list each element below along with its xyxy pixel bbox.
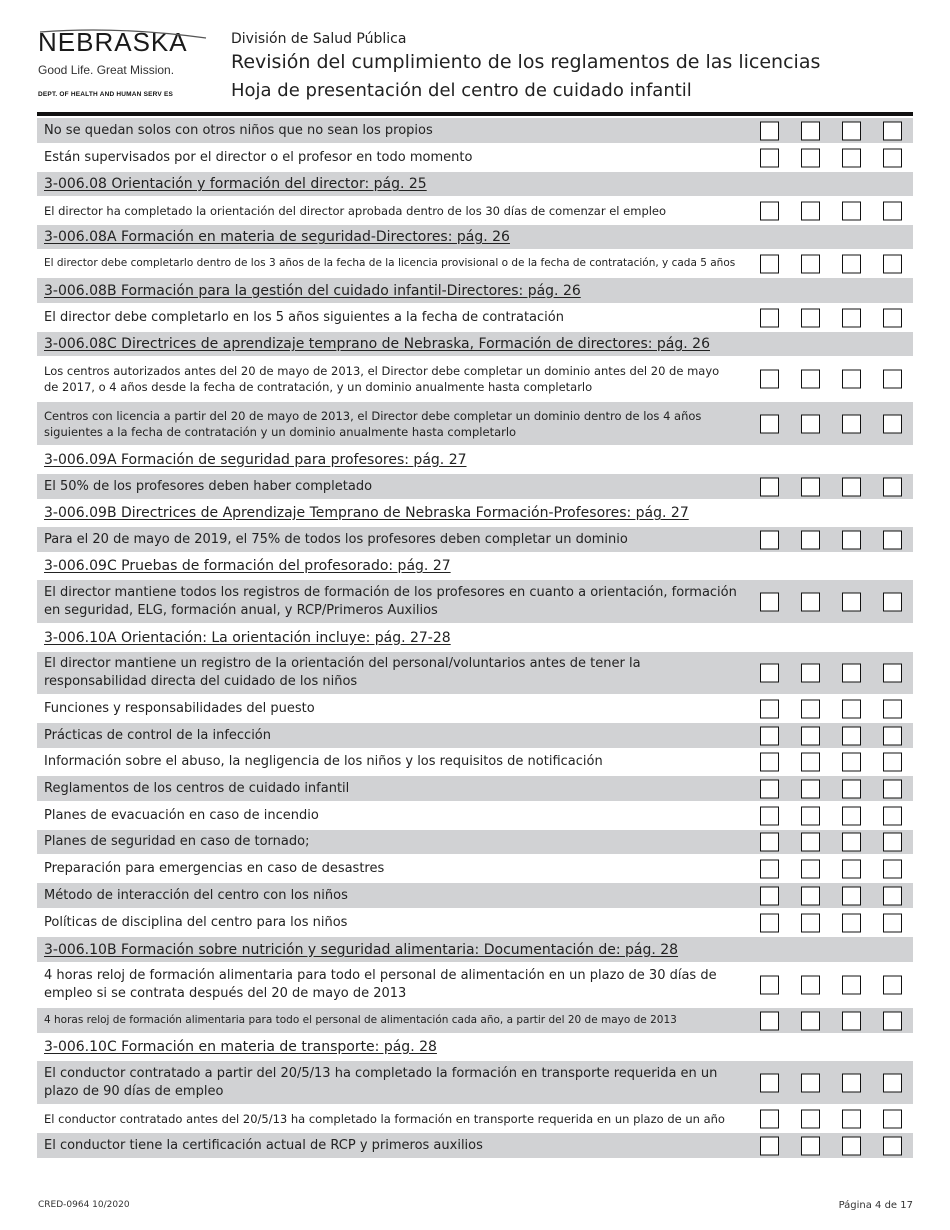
section-header-row <box>37 554 913 580</box>
checkbox-4[interactable] <box>883 254 902 273</box>
checklist-row <box>37 803 913 830</box>
checkbox-3[interactable] <box>842 699 861 718</box>
checkbox-2[interactable] <box>801 530 820 549</box>
checkbox-1[interactable] <box>760 806 779 825</box>
section-title: 3-006.10C Formación en materia de transporte: pág. 28 <box>44 1039 437 1055</box>
logo-dept: DEPT. OF HEALTH AND HUMAN SERV ES <box>38 91 174 98</box>
checkbox-1[interactable] <box>760 726 779 745</box>
checkbox-3[interactable] <box>842 201 861 220</box>
checkbox-group <box>760 699 902 718</box>
checkbox-1[interactable] <box>760 886 779 905</box>
checkbox-4[interactable] <box>883 806 902 825</box>
section-title: 3-006.10A Orientación: La orientación incluye: pág. 27-28 <box>44 629 451 646</box>
checkbox-4[interactable] <box>883 477 902 496</box>
checkbox-2[interactable] <box>801 308 820 327</box>
section-title: 3-006.09A Formación de seguridad para profesores: pág. 27 <box>44 451 467 468</box>
checkbox-1[interactable] <box>760 148 779 167</box>
checkbox-2[interactable] <box>801 664 820 683</box>
checkbox-2[interactable] <box>801 726 820 745</box>
checkbox-2[interactable] <box>801 833 820 852</box>
checkbox-4[interactable] <box>883 886 902 905</box>
checklist-row <box>37 750 913 776</box>
item-label: El conductor contratado a partir del 20/5/13 ha completado la formación en transporte requerida en un plazo de 90 días de empleo <box>44 1065 718 1099</box>
checklist-row <box>37 118 913 145</box>
division-name: División de Salud Pública <box>231 31 407 47</box>
checkbox-group <box>760 592 902 611</box>
checkbox-2[interactable] <box>801 806 820 825</box>
section-header-row <box>37 447 913 474</box>
checkbox-4[interactable] <box>883 779 902 798</box>
checkbox-3[interactable] <box>842 477 861 496</box>
checkbox-3[interactable] <box>842 913 861 932</box>
checkbox-2[interactable] <box>801 414 820 433</box>
item-label: Método de interacción del centro con los niños <box>44 887 348 903</box>
checkbox-group <box>760 254 902 273</box>
checkbox-group <box>760 414 902 433</box>
item-label: Planes de seguridad en caso de tornado; <box>44 834 310 849</box>
checklist-row <box>37 580 913 625</box>
item-label: Para el 20 de mayo de 2019, el 75% de todos los profesores deben completar un dominio <box>44 531 628 547</box>
checkbox-2[interactable] <box>801 913 820 932</box>
checkbox-3[interactable] <box>842 886 861 905</box>
checkbox-3[interactable] <box>842 121 861 140</box>
checkbox-1[interactable] <box>760 1073 779 1092</box>
checklist-table <box>37 118 913 1160</box>
checklist-row <box>37 1061 913 1106</box>
item-label: Políticas de disciplina del centro para los niños <box>44 914 348 930</box>
checkbox-4[interactable] <box>883 1109 902 1128</box>
checkbox-group <box>760 913 902 932</box>
checkbox-3[interactable] <box>842 254 861 273</box>
section-header-row <box>37 1035 913 1061</box>
section-title: 3-006.08C Directrices de aprendizaje temprano de Nebraska, Formación de directores: pág. 26 <box>44 336 710 352</box>
checkbox-1[interactable] <box>760 753 779 772</box>
checkbox-3[interactable] <box>842 664 861 683</box>
checkbox-2[interactable] <box>801 1011 820 1030</box>
checkbox-3[interactable] <box>842 976 861 995</box>
checklist-row <box>37 358 913 402</box>
checkbox-group <box>760 370 902 389</box>
checkbox-1[interactable] <box>760 699 779 718</box>
checkbox-1[interactable] <box>760 477 779 496</box>
section-title: 3-006.09C Pruebas de formación del profesorado: pág. 27 <box>44 558 451 574</box>
checkbox-4[interactable] <box>883 592 902 611</box>
checkbox-4[interactable] <box>883 976 902 995</box>
page-header <box>0 0 950 116</box>
checkbox-group <box>760 530 902 549</box>
checkbox-1[interactable] <box>760 121 779 140</box>
item-label: Preparación para emergencias en caso de desastres <box>44 860 385 876</box>
checkbox-group <box>760 753 902 772</box>
checkbox-4[interactable] <box>883 1073 902 1092</box>
checkbox-3[interactable] <box>842 753 861 772</box>
checkbox-3[interactable] <box>842 1136 861 1155</box>
item-label: No se quedan solos con otros niños que no sean los propios <box>44 122 433 138</box>
checkbox-group <box>760 976 902 995</box>
section-title: 3-006.08 Orientación y formación del director: pág. 25 <box>44 176 427 192</box>
checkbox-1[interactable] <box>760 1136 779 1155</box>
checkbox-2[interactable] <box>801 753 820 772</box>
checkbox-1[interactable] <box>760 530 779 549</box>
checkbox-4[interactable] <box>883 833 902 852</box>
checkbox-2[interactable] <box>801 1109 820 1128</box>
checkbox-2[interactable] <box>801 886 820 905</box>
checkbox-group <box>760 1136 902 1155</box>
item-label: El director debe completarlo en los 5 años siguientes a la fecha de contratación <box>44 309 564 325</box>
checkbox-1[interactable] <box>760 976 779 995</box>
checkbox-3[interactable] <box>842 779 861 798</box>
section-title: 3-006.10B Formación sobre nutrición y seguridad alimentaria: Documentación de: pág. 28 <box>44 941 679 958</box>
checkbox-1[interactable] <box>760 414 779 433</box>
checkbox-1[interactable] <box>760 201 779 220</box>
checkbox-1[interactable] <box>760 664 779 683</box>
checkbox-2[interactable] <box>801 1073 820 1092</box>
checkbox-2[interactable] <box>801 370 820 389</box>
checkbox-3[interactable] <box>842 530 861 549</box>
checkbox-group <box>760 1073 902 1092</box>
checkbox-3[interactable] <box>842 414 861 433</box>
checkbox-4[interactable] <box>883 699 902 718</box>
checkbox-2[interactable] <box>801 477 820 496</box>
item-label: El conductor tiene la certificación actual de RCP y primeros auxilios <box>44 1137 483 1153</box>
checkbox-3[interactable] <box>842 308 861 327</box>
checkbox-group <box>760 886 902 905</box>
item-label: 4 horas reloj de formación alimentaria para todo el personal de alimentación cada año, a partir del 20 de mayo de 2013 <box>44 1014 677 1026</box>
checkbox-3[interactable] <box>842 1011 861 1030</box>
checkbox-4[interactable] <box>883 664 902 683</box>
checkbox-4[interactable] <box>883 414 902 433</box>
checkbox-2[interactable] <box>801 254 820 273</box>
checkbox-4[interactable] <box>883 201 902 220</box>
checkbox-4[interactable] <box>883 753 902 772</box>
checkbox-4[interactable] <box>883 1011 902 1030</box>
section-title: 3-006.08A Formación en materia de seguridad-Directores: pág. 26 <box>44 229 510 245</box>
section-header-row <box>37 332 913 358</box>
checkbox-3[interactable] <box>842 859 861 878</box>
checkbox-group <box>760 726 902 745</box>
checkbox-group <box>760 308 902 327</box>
checkbox-3[interactable] <box>842 806 861 825</box>
checkbox-1[interactable] <box>760 1011 779 1030</box>
checklist-row <box>37 198 913 225</box>
checklist-row <box>37 305 913 332</box>
checklist-row <box>37 723 913 750</box>
checklist-row <box>37 776 913 803</box>
item-label: Funciones y responsabilidades del puesto <box>44 700 315 716</box>
section-header-row <box>37 501 913 527</box>
checklist-row <box>37 1106 913 1133</box>
checkbox-2[interactable] <box>801 1136 820 1155</box>
checkbox-2[interactable] <box>801 699 820 718</box>
checklist-row <box>37 251 913 278</box>
nebraska-logo <box>38 28 218 98</box>
checkbox-group <box>760 833 902 852</box>
logo-swoosh-icon <box>38 28 208 58</box>
checkbox-4[interactable] <box>883 913 902 932</box>
checklist-row <box>37 402 913 447</box>
checkbox-4[interactable] <box>883 859 902 878</box>
item-label: El director debe completarlo dentro de los 3 años de la fecha de la licencia provisional o de la fecha de contratación, y cada 5 años <box>44 257 736 269</box>
checklist-row <box>37 652 913 696</box>
checklist-row <box>37 474 913 501</box>
checkbox-2[interactable] <box>801 859 820 878</box>
checkbox-1[interactable] <box>760 308 779 327</box>
checklist-row <box>37 830 913 856</box>
checkbox-group <box>760 477 902 496</box>
checkbox-group <box>760 1011 902 1030</box>
checkbox-2[interactable] <box>801 121 820 140</box>
checklist-row <box>37 883 913 910</box>
header-titles <box>231 29 820 104</box>
section-header-row <box>37 172 913 198</box>
section-header-row <box>37 225 913 251</box>
item-label: 4 horas reloj de formación alimentaria para todo el personal de alimentación en un plazo de 30 días de empleo si se contrata después del 20 de mayo de 2013 <box>44 968 717 1001</box>
checkbox-2[interactable] <box>801 201 820 220</box>
page-number: Página 4 de 17 <box>838 1200 913 1211</box>
checkbox-3[interactable] <box>842 833 861 852</box>
checkbox-1[interactable] <box>760 1109 779 1128</box>
checkbox-4[interactable] <box>883 370 902 389</box>
checkbox-1[interactable] <box>760 779 779 798</box>
item-label: El director mantiene un registro de la orientación del personal/voluntarios antes de tener la responsabilidad directa del cuidado de los niños <box>44 656 641 689</box>
checkbox-3[interactable] <box>842 148 861 167</box>
checkbox-1[interactable] <box>760 833 779 852</box>
item-label: Prácticas de control de la infección <box>44 727 271 743</box>
checkbox-group <box>760 806 902 825</box>
checkbox-4[interactable] <box>883 530 902 549</box>
checkbox-group <box>760 201 902 220</box>
checklist-row <box>37 856 913 883</box>
form-subtitle: Hoja de presentación del centro de cuidado infantil <box>231 80 692 101</box>
checkbox-group <box>760 779 902 798</box>
checkbox-2[interactable] <box>801 148 820 167</box>
checkbox-4[interactable] <box>883 1136 902 1155</box>
checkbox-group <box>760 121 902 140</box>
logo-word: NEBRASKA <box>38 27 188 57</box>
section-header-row <box>37 278 913 305</box>
checkbox-group <box>760 664 902 683</box>
checkbox-group <box>760 148 902 167</box>
checkbox-2[interactable] <box>801 592 820 611</box>
header-divider <box>37 112 913 116</box>
checklist-row <box>37 145 913 172</box>
checkbox-3[interactable] <box>842 370 861 389</box>
checkbox-1[interactable] <box>760 254 779 273</box>
item-label: El director mantiene todos los registros de formación de los profesores en cuanto a orientación, formación en seguridad, ELG, formación anual, y RCP/Primeros Auxilios <box>44 584 737 618</box>
checkbox-3[interactable] <box>842 726 861 745</box>
item-label: El 50% de los profesores deben haber completado <box>44 478 373 494</box>
checklist-row <box>37 696 913 723</box>
checkbox-3[interactable] <box>842 1073 861 1092</box>
checklist-row <box>37 527 913 554</box>
item-label: El conductor contratado antes del 20/5/13 ha completado la formación en transporte requerida en un plazo de un año <box>44 1111 725 1126</box>
checkbox-3[interactable] <box>842 592 861 611</box>
section-title: 3-006.08B Formación para la gestión del cuidado infantil-Directores: pág. 26 <box>44 282 581 299</box>
logo-tagline: Good Life. Great Mission. <box>38 63 175 77</box>
checkbox-4[interactable] <box>883 148 902 167</box>
item-label: Reglamentos de los centros de cuidado infantil <box>44 780 350 796</box>
item-label: Centros con licencia a partir del 20 de mayo de 2013, el Director debe completar un dominio dentro de los 4 años siguientes a la fecha de contratación y un dominio anualmente hasta completarlo <box>44 408 702 439</box>
item-label: Los centros autorizados antes del 20 de mayo de 2013, el Director debe completar un dominio antes del 20 de mayo de 2017, o 4 años desde la fecha de contratación, y un dominio anualmente hasta completarlo <box>44 364 720 394</box>
checkbox-1[interactable] <box>760 370 779 389</box>
checklist-row <box>37 910 913 937</box>
checkbox-1[interactable] <box>760 913 779 932</box>
item-label: Planes de evacuación en caso de incendio <box>44 807 319 823</box>
item-label: Información sobre el abuso, la negligencia de los niños y los requisitos de notificación <box>44 754 603 769</box>
item-label: Están supervisados por el director o el profesor en todo momento <box>44 149 473 165</box>
checklist-row <box>37 1008 913 1035</box>
logo-wordmark <box>38 28 218 56</box>
checkbox-2[interactable] <box>801 779 820 798</box>
checkbox-3[interactable] <box>842 1109 861 1128</box>
checkbox-group <box>760 1109 902 1128</box>
section-header-row <box>37 625 913 652</box>
checkbox-2[interactable] <box>801 976 820 995</box>
checkbox-4[interactable] <box>883 726 902 745</box>
form-id: CRED-0964 10/2020 <box>38 1200 130 1210</box>
section-header-row <box>37 937 913 964</box>
form-title: Revisión del cumplimiento de los reglamentos de las licencias <box>231 51 821 73</box>
checkbox-4[interactable] <box>883 121 902 140</box>
checkbox-1[interactable] <box>760 592 779 611</box>
checklist-row <box>37 964 913 1008</box>
checkbox-1[interactable] <box>760 859 779 878</box>
checkbox-group <box>760 859 902 878</box>
item-label: El director ha completado la orientación del director aprobada dentro de los 30 días de comenzar el empleo <box>44 203 667 218</box>
checklist-row <box>37 1133 913 1160</box>
checkbox-4[interactable] <box>883 308 902 327</box>
section-title: 3-006.09B Directrices de Aprendizaje Temprano de Nebraska Formación-Profesores: pág. 27 <box>44 505 689 521</box>
